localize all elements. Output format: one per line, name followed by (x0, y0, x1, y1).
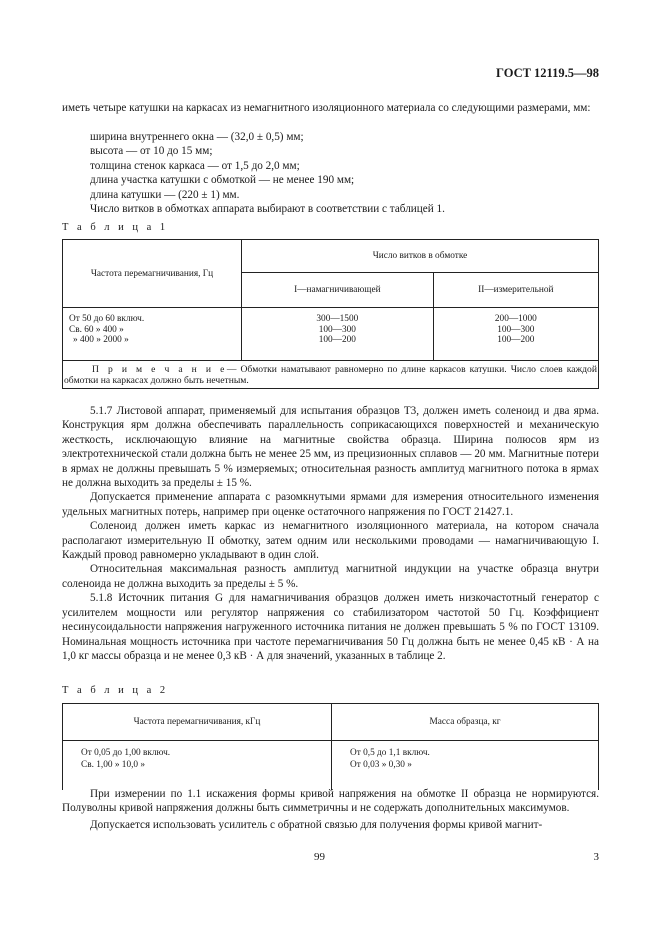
body-text (62, 404, 599, 663)
paragraph: Допускается применение аппарата с разомкнутыми ярмами для измерения относительного изменения удельных магнитных потерь, например при оценке остаточного напряжения по ГОСТ 21427.1. (62, 491, 599, 518)
paragraph: Допускается использовать усилитель с обратной связью для получения формы кривой магнит- (90, 818, 543, 831)
list-item: длина катушки — (220 ± 1) мм. (90, 188, 240, 201)
table-row: От 50 до 60 включ. (69, 314, 145, 324)
note-label: П р и м е ч а н и е (92, 364, 227, 375)
intro-lead (62, 101, 599, 115)
list-item: толщина стенок каркаса — от 1,5 до 2,0 мм; (90, 159, 300, 172)
table2-header-2: Масса образца, кг (332, 704, 599, 741)
list-item: Число витков в обмотках аппарата выбирают в соответствии с таблицей 1. (90, 203, 445, 216)
list-item: длина участка катушки с обмоткой — не менее 190 мм; (90, 174, 355, 187)
dimension-list (90, 130, 570, 216)
standard-header: ГОСТ 12119.5—98 (496, 66, 599, 80)
table1-w2-cell (433, 308, 598, 361)
table1-col1-header: Частота перемагничивания, Гц (63, 240, 242, 308)
table1-note (63, 361, 599, 389)
table-row: » 400 » 2000 » (73, 335, 129, 345)
table1-freq-cell (63, 308, 242, 361)
tail-text (62, 787, 599, 832)
intro-lead-text: иметь четыре катушки на каркасах из немагнитного изоляционного материала со следующими размерами, мм: (62, 102, 591, 114)
table2-header-1: Частота перемагничивания, кГц (63, 704, 332, 741)
table-cell: 100—300 (497, 324, 535, 335)
table1-subheader-1: I—намагничивающей (242, 273, 434, 308)
paragraph: 5.1.7 Листовой аппарат, применяемый для испытания образцов Т3, должен иметь соленоид и два ярма. Конструкция ярм должна обеспечивать параллельность соприкасающихся поверхностей и механическую жесткость, исключающую влияние на магнитные свойства образца. Ширина полюсов ярм из электротехнической стали должна быть не менее 25 мм, из прецизионных сплавов — 20 мм. Магнитные потери в ярмах не должны превышать 5 % измеряемых; относительная разность амплитуд магнитного потока в ярмах не должна выходить за пределы ± 15 %. (62, 405, 599, 490)
paragraph: 5.1.8 Источник питания G для намагничивания образцов должен иметь низкочастотный генератор с усилителем мощности или регулятор напряжения со стабилизатором частотой 50 Гц. Коэффициент несинусоидальности напряжения нагруженного источника питания не должен превышать 5 % по ГОСТ 13109. Номинальная мощность источника при частоте перемагничивания 50 Гц должна быть не менее 0,45 кВ · А на 1,0 кг массы образца и не менее 0,3 кВ · А для значений, указанных в таблице 2. (62, 592, 599, 662)
table1-group-header: Число витков в обмотке (242, 240, 599, 273)
list-item: ширина внутреннего окна — (32,0 ± 0,5) мм; (90, 131, 304, 143)
table-row: От 0,05 до 1,00 включ. (81, 748, 171, 758)
table-cell: 300—1500 (316, 314, 359, 324)
table1-subheader-2: II—измерительной (433, 273, 598, 308)
paragraph: При измерении по 1.1 искажения формы кривой напряжения на обмотке II образца не нормируются. Полуволны кривой напряжения должны быть симметричны и не содержать дополнительных максимумов. (62, 788, 599, 815)
table-cell: 100—200 (318, 335, 356, 345)
table-1 (62, 239, 599, 389)
table-cell: 100—300 (318, 324, 356, 335)
table-row: Св. 1,00 » 10,0 » (81, 759, 146, 770)
table2-col1 (63, 741, 332, 791)
table2-caption: Т а б л и ц а 2 (62, 685, 169, 696)
paragraph: Относительная максимальная разность амплитуд магнитной индукции на участке образца внутри соленоида не должна выходить за пределы ± 5 %. (62, 563, 599, 590)
table-row: От 0,03 » 0,30 » (350, 759, 412, 770)
page-number: 99 (314, 851, 325, 863)
table-row: От 0,5 до 1,1 включ. (350, 748, 430, 758)
table-cell: 100—200 (497, 335, 535, 345)
table-row: Св. 60 » 400 » (69, 324, 124, 335)
table2-col2 (332, 741, 599, 791)
list-item: высота — от 10 до 15 мм; (90, 145, 213, 158)
table1-caption: Т а б л и ц а 1 (62, 222, 169, 233)
paragraph: Соленоид должен иметь каркас из немагнитного изоляционного материала, на котором сначала располагают измерительную II обмотку, затем одним или несколькими проводами — намагничивающую I. Каждый провод равномерно укладывают в один слой. (62, 520, 599, 562)
table1-w1-cell (242, 308, 434, 361)
note-text: — Обмотки наматывают равномерно по длине каркасов катушки. Число слоев каждой обмотки на каркасах должно быть нечетным. (64, 364, 597, 386)
table-2 (62, 703, 599, 790)
table-cell: 200—1000 (494, 314, 537, 324)
sheet-number: 3 (593, 851, 599, 863)
